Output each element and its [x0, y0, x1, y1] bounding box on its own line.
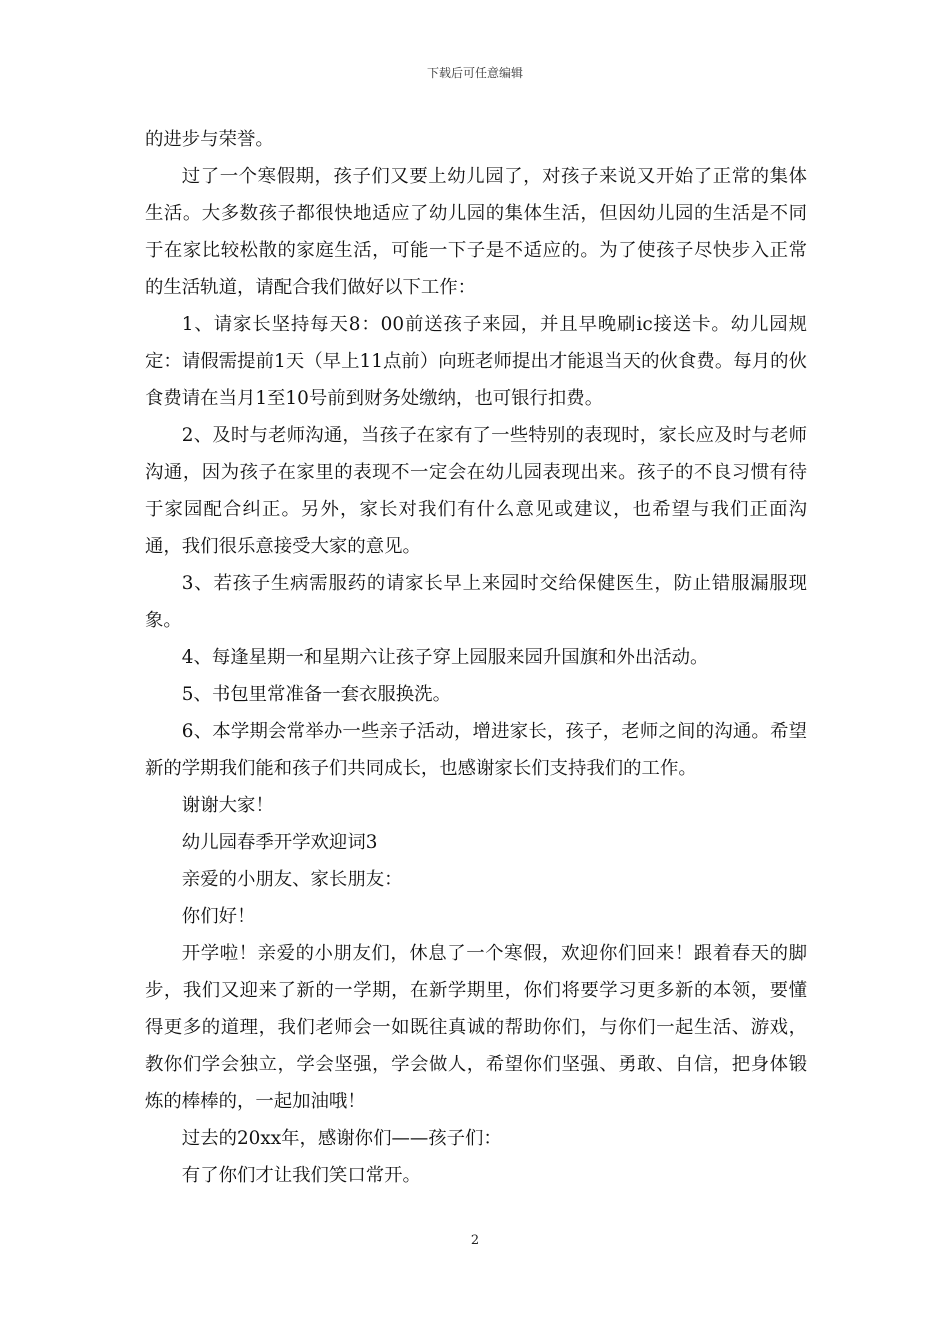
paragraph: 6、本学期会常举办一些亲子活动，增进家长，孩子，老师之间的沟通。希望新的学期我们能和孩子们共同成长，也感谢家长们支持我们的工作。	[145, 721, 807, 779]
paragraph: 的进步与荣誉。	[145, 129, 274, 150]
paragraph: 有了你们才让我们笑口常开。	[181, 1165, 421, 1186]
paragraph: 2、及时与老师沟通，当孩子在家有了一些特别的表现时，家长应及时与老师沟通，因为孩子在家里的表现不一定会在幼儿园表现出来。孩子的不良习惯有待于家园配合纠正。另外，家长对我们有什么意见或建议，也希望与我们正面沟通，我们很乐意接受大家的意见。	[145, 425, 807, 557]
paragraph: 1、请家长坚持每天8：00前送孩子来园，并且早晚刷ic接送卡。幼儿园规定：请假需提前1天（早上11点前）向班老师提出才能退当天的伙食费。每月的伙食费请在当月1至10号前到财务处缴纳，也可银行扣费。	[145, 314, 807, 409]
paragraph: 开学啦！亲爱的小朋友们，休息了一个寒假，欢迎你们回来！跟着春天的脚步，我们又迎来了新的一学期，在新学期里，你们将要学习更多新的本领，要懂得更多的道理，我们老师会一如既往真诚的帮助你们，与你们一起生活、游戏，教你们学会独立，学会坚强，学会做人，希望你们坚强、勇敢、自信，把身体锻炼的棒棒的，一起加油哦！	[145, 943, 807, 1112]
paragraph: 3、若孩子生病需服药的请家长早上来园时交给保健医生，防止错服漏服现象。	[145, 573, 807, 631]
greeting: 你们好！	[181, 906, 256, 927]
salutation: 亲爱的小朋友、家长朋友：	[181, 869, 403, 890]
section-heading: 幼儿园春季开学欢迎词3	[181, 832, 378, 853]
paragraph: 4、每逢星期一和星期六让孩子穿上园服来园升国旗和外出活动。	[181, 647, 709, 668]
document-body	[145, 121, 807, 1194]
paragraph: 过了一个寒假期，孩子们又要上幼儿园了，对孩子来说又开始了正常的集体生活。大多数孩子都很快地适应了幼儿园的集体生活，但因幼儿园的生活是不同于在家比较松散的家庭生活，可能一下子是不适应的。为了使孩子尽快步入正常的生活轨道，请配合我们做好以下工作：	[145, 166, 807, 298]
paragraph: 谢谢大家！	[181, 795, 274, 816]
paragraph: 5、书包里常准备一套衣服换洗。	[181, 684, 451, 705]
paragraph: 过去的20xx年，感谢你们——孩子们：	[181, 1128, 502, 1149]
page-number: 2	[470, 1233, 480, 1248]
page-header: 下载后可任意编辑	[426, 66, 523, 80]
